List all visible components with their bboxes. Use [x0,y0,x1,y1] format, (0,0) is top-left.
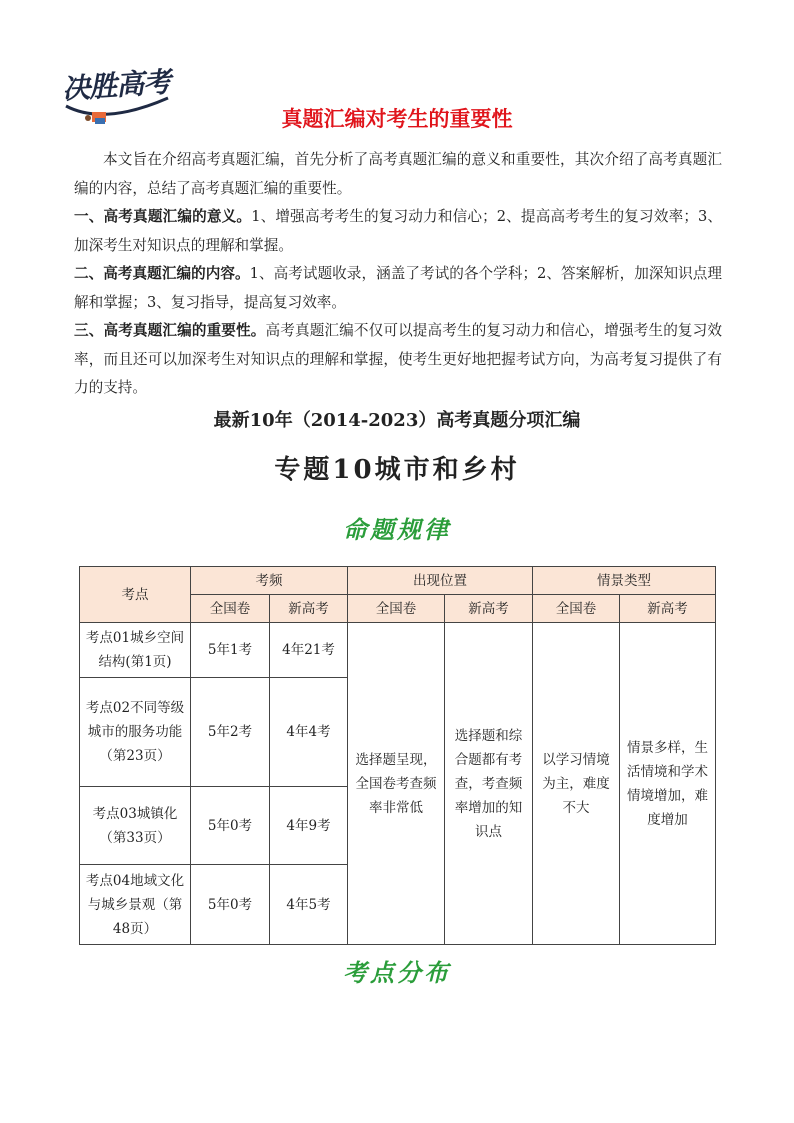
section-1-heading: 一、高考真题汇编的意义。 [74,208,252,225]
section-2 [74,260,722,317]
section-3 [74,317,722,403]
freq-new-cell: 4年4考 [270,678,348,787]
table-row [80,623,716,678]
freq-national-cell: 5年0考 [191,865,270,945]
position-new-cell: 选择题和综合题都有考查，考查频率增加的知识点 [445,623,533,945]
header-kaodian: 考点 [80,567,191,623]
subheader-new: 新高考 [270,595,348,623]
subheader-new: 新高考 [620,595,716,623]
kaodian-cell: 考点01城乡空间结构(第1页) [80,623,191,678]
series-subtitle: 最新10年（2014-2023）高考真题分项汇编 [213,410,581,431]
section-heading-patterns: 命题规律 [343,516,451,544]
header-qingjing: 情景类型 [533,567,716,595]
logo-text: 决胜高考 [61,65,172,106]
exam-frequency-table [79,566,716,945]
section-heading-distribution: 考点分布 [343,959,451,987]
subheader-national: 全国卷 [533,595,620,623]
topic-title: 专题10城市和乡村 [274,455,520,485]
scene-national-cell: 以学习情境为主，难度不大 [533,623,620,945]
header-kaopin: 考频 [191,567,348,595]
section-3-heading: 三、高考真题汇编的重要性。 [74,322,266,339]
freq-national-cell: 5年0考 [191,787,270,865]
section-1 [74,203,722,260]
freq-new-cell: 4年21考 [270,623,348,678]
section-2-heading: 二、高考真题汇编的内容。 [74,265,250,282]
kaodian-cell: 考点02不同等级城市的服务功能（第23页） [80,678,191,787]
freq-new-cell: 4年5考 [270,865,348,945]
freq-national-cell: 5年2考 [191,678,270,787]
subheader-new: 新高考 [445,595,533,623]
section-1-body: 1、增强高考考生的复习动力和信心；2、提高高考考生的复习效率；3、加深考生对知识点的理解和掌握。 [74,208,722,254]
section-3-body: 高考真题汇编不仅可以提高考生的复习动力和信心，增强考生的复习效率，而且还可以加深考生对知识点的理解和掌握，使考生更好地把握考试方向，为高考复习提供了有力的支持。 [74,322,722,396]
intro-paragraph: 本文旨在介绍高考真题汇编，首先分析了高考真题汇编的意义和重要性，其次介绍了高考真题汇编的内容，总结了高考真题汇编的重要性。 [74,151,722,197]
freq-national-cell: 5年1考 [191,623,270,678]
section-2-body: 1、高考试题收录，涵盖了考试的各个学科；2、答案解析，加深知识点理解和掌握；3、复习指导，提高复习效率。 [74,265,722,311]
subheader-national: 全国卷 [191,595,270,623]
subheader-national: 全国卷 [348,595,445,623]
header-chuxian: 出现位置 [348,567,533,595]
kaodian-cell: 考点04地域文化与城乡景观（第48页） [80,865,191,945]
position-national-cell: 选择题呈现，全国卷考查频率非常低 [348,623,445,945]
document-title: 真题汇编对考生的重要性 [281,107,513,131]
freq-new-cell: 4年9考 [270,787,348,865]
kaodian-cell: 考点03城镇化（第33页） [80,787,191,865]
scene-new-cell: 情景多样，生活情境和学术情境增加，难度增加 [620,623,716,945]
